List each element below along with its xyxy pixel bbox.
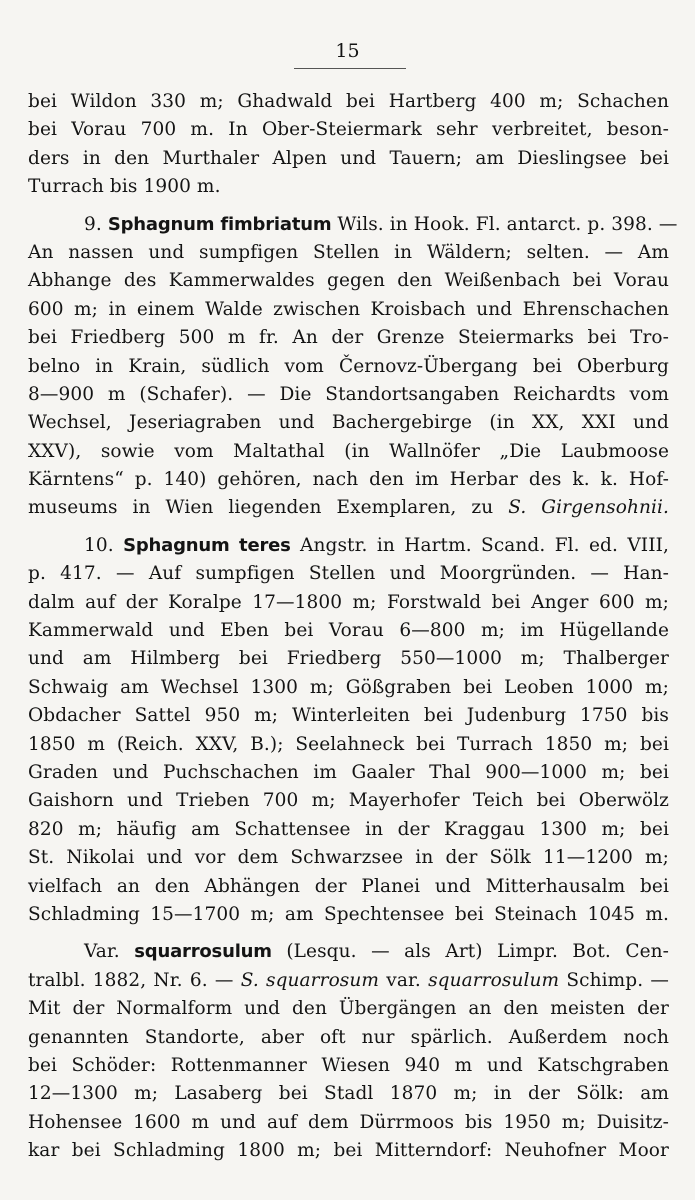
text-line: Schwaig am Wechsel 1300 m; Gößgraben bei Leoben 1000 m;: [28, 676, 669, 698]
header-rule: [294, 68, 406, 69]
text-line: ders in den Murthaler Alpen und Tauern; am Dieslingsee bei: [28, 147, 669, 169]
text-line: 820 m; häufig am Schattensee in der Kraggau 1300 m; bei: [28, 818, 669, 840]
text-line: bei Wildon 330 m; Ghadwald bei Hartberg 400 m; Schachen: [28, 91, 669, 112]
text-line: [28, 967, 669, 995]
text-line: [28, 494, 669, 522]
species-reference: squarrosulum: [428, 969, 560, 991]
text-segment: tralbl. 1882, Nr. 6. —: [28, 969, 234, 991]
citation-text: (Lesqu. — als Art) Limpr. Bot. Cen-: [286, 941, 670, 963]
text-line: Kärntens“ p. 140) gehören, nach den im Herbar des k. k. Hof-: [28, 469, 669, 491]
text-line: Abhange des Kammerwaldes gegen den Weißenbach bei Vorau: [28, 270, 669, 292]
text-line: 12—1300 m; Lasaberg bei Stadl 1870 m; in der Sölk: am: [28, 1083, 669, 1105]
citation-text: Wils. in Hook. Fl. antarct. p. 398. —: [337, 213, 678, 235]
text-line: belno in Krain, südlich vom Černovz-Übergang bei Oberburg: [28, 355, 669, 377]
species-name: Sphagnum fimbriatum: [107, 213, 332, 235]
text-segment: Schimp. —: [566, 969, 670, 991]
entry-heading-line: [28, 532, 669, 560]
text-line: und am Hilmberg bei Friedberg 550—1000 m; Thalberger: [28, 648, 669, 670]
variety-name: squarrosulum: [134, 941, 272, 963]
text-line: 8—900 m (Schafer). — Die Standortsangaben Reichardts vom: [28, 383, 669, 405]
text-line: Gaishorn und Trieben 700 m; Mayerhofer Teich bei Oberwölz: [28, 790, 669, 812]
text-line: Wechsel, Jeseriagraben und Bachergebirge (in XX, XXI und: [28, 412, 669, 434]
species-reference: S. squarrosum: [240, 969, 380, 991]
species-name: Sphagnum teres: [123, 534, 291, 556]
variety-prefix: Var.: [84, 941, 120, 963]
text-line: Hohensee 1600 m und auf dem Dürrmoos bis 1950 m; Duisitz-: [28, 1111, 669, 1133]
citation-text: Angstr. in Hartm. Scand. Fl. ed. VIII,: [300, 534, 670, 556]
text-line: 600 m; in einem Walde zwischen Kroisbach und Ehrenschachen: [28, 298, 669, 320]
text-line: vielfach an den Abhängen der Planei und Mitterhausalm bei: [28, 875, 669, 897]
text-line: Turrach bis 1900 m.: [28, 176, 221, 198]
page-number: 15: [335, 40, 360, 62]
text-line: An nassen und sumpfigen Stellen in Wäldern; selten. — Am: [28, 241, 669, 263]
text-line: p. 417. — Auf sumpfigen Stellen und Moorgründen. — Han-: [28, 563, 669, 585]
variety-heading-line: [28, 938, 669, 966]
text-line: Kammerwald und Eben bei Vorau 6—800 m; im Hügellande: [28, 620, 669, 642]
text-line: Graden und Puchschachen im Gaaler Thal 900—1000 m; bei: [28, 761, 669, 783]
text-line: kar bei Schladming 1800 m; bei Mitterndorf: Neuhofner Moor: [28, 1140, 669, 1162]
text-line: dalm auf der Koralpe 17—1800 m; Forstwald bei Anger 600 m;: [28, 591, 669, 613]
text-line: St. Nikolai und vor dem Schwarzsee in der Sölk 11—1200 m;: [28, 847, 669, 869]
text-line: bei Friedberg 500 m fr. An der Grenze Steiermarks bei Tro-: [28, 327, 669, 349]
text-line: bei Vorau 700 m. In Ober-Steiermark sehr verbreitet, beson-: [28, 119, 669, 141]
text-segment: var.: [386, 969, 421, 991]
entry-number: 10.: [84, 534, 114, 556]
text-line: genannten Standorte, aber oft nur spärlich. Außerdem noch: [28, 1026, 669, 1048]
page-body: [28, 88, 678, 1165]
text-line: Obdacher Sattel 950 m; Winterleiten bei Judenburg 1750 bis: [28, 705, 669, 727]
text-line: Schladming 15—1700 m; am Spechtensee bei Steinach 1045 m.: [28, 903, 669, 925]
text-line: bei Schöder: Rottenmanner Wiesen 940 m und Katschgraben: [28, 1054, 669, 1076]
text-segment: museums in Wien liegenden Exemplaren, zu: [28, 497, 494, 519]
species-reference: S. Girgensohnii.: [508, 497, 669, 519]
text-line: 1850 m (Reich. XXV, B.); Seelahneck bei Turrach 1850 m; bei: [28, 733, 669, 755]
text-line: XXV), sowie vom Maltathal (in Wallnöfer „Die Laubmoose: [28, 440, 669, 462]
text-line: Mit der Normalform und den Übergängen an den meisten der: [28, 998, 669, 1020]
entry-heading-line: [28, 211, 678, 239]
entry-number: 9.: [84, 213, 102, 235]
